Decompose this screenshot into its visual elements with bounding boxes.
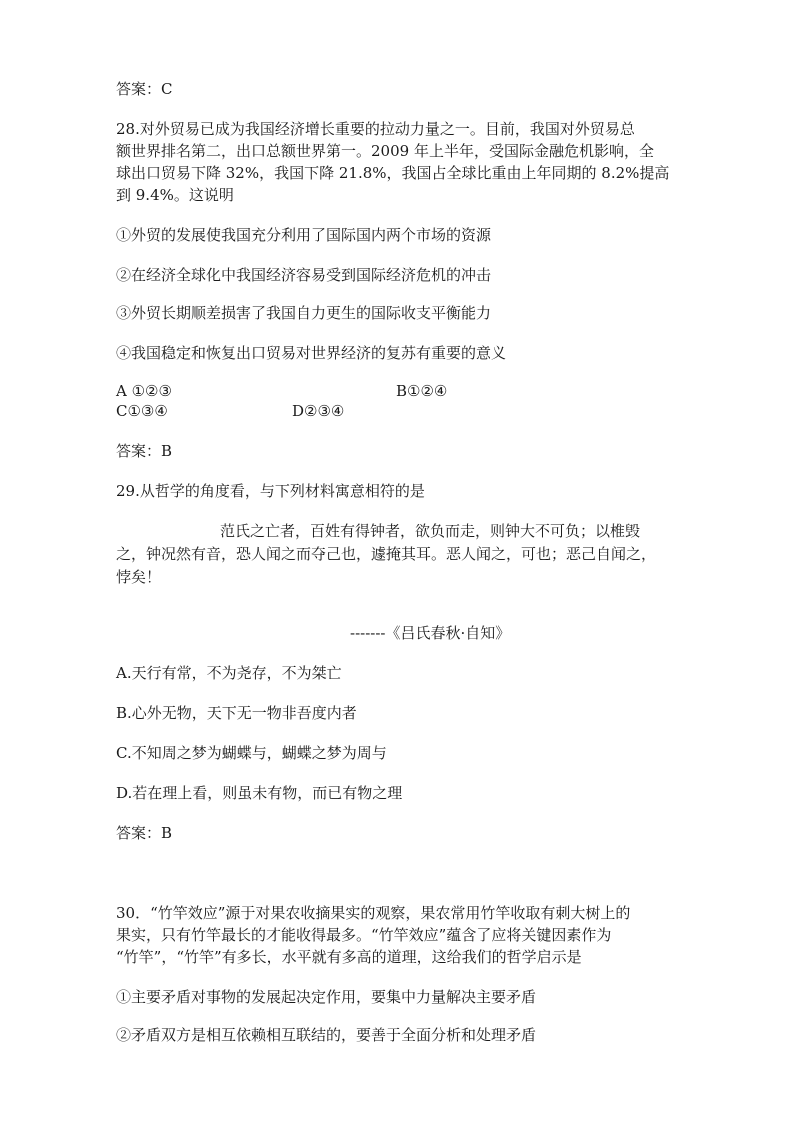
q29-stem: 29.从哲学的角度看，与下列材料寓意相符的是 (116, 482, 425, 500)
q29-source: -------《吕氏春秋·自知》 (350, 624, 511, 642)
q30-stem-line: “竹竿”，“竹竿”有多长，水平就有多高的道理，这给我们的哲学启示是 (116, 948, 582, 966)
q28-item: ①外贸的发展使我国充分利用了国际国内两个市场的资源 (116, 226, 492, 244)
q30-item: ①主要矛盾对事物的发展起决定作用，要集中力量解决主要矛盾 (116, 988, 537, 1006)
q29-option-d: D.若在理上看，则虽未有物，而已有物之理 (116, 784, 403, 802)
q30-stem-line: 30．“竹竿效应”源于对果农收摘果实的观察，果农常用竹竿收取有刺大树上的 (116, 904, 631, 922)
q29-quote-line: 之，钟况然有音，恐人闻之而夺己也，遽掩其耳。恶人闻之，可也；恶己自闻之， (116, 545, 657, 563)
q29-option-c: C.不知周之梦为蝴蝶与，蝴蝶之梦为周与 (116, 744, 387, 762)
answer-28: 答案：B (116, 442, 173, 460)
q28-stem-line: 额世界排名第二，出口总额世界第一。2009 年上半年，受国际金融危机影响，全 (116, 142, 654, 160)
q30-item: ②矛盾双方是相互依赖相互联结的，要善于全面分析和处理矛盾 (116, 1026, 537, 1044)
q29-quote-line: 悖矣！ (116, 568, 162, 586)
q29-option-a: A.天行有常，不为尧存，不为桀亡 (116, 664, 342, 682)
q29-option-b: B.心外无物，天下无一物非吾度内者 (116, 704, 357, 722)
q28-option-d: D②③④ (292, 402, 345, 420)
q28-option-c: C①③④ (116, 402, 168, 420)
q28-stem-line: 到 9.4%。这说明 (116, 186, 234, 204)
answer-27: 答案：C (116, 80, 173, 98)
q28-stem-line: 球出口贸易下降 32%，我国下降 21.8%，我国占全球比重由上年同期的 8.2%提高 (116, 164, 670, 182)
q28-option-b: B①②④ (396, 382, 448, 400)
q28-item: ④我国稳定和恢复出口贸易对世界经济的复苏有重要的意义 (116, 344, 507, 362)
q30-stem-line: 果实，只有竹竿最长的才能收得最多。“竹竿效应”蕴含了应将关键因素作为 (116, 926, 612, 944)
answer-29: 答案：B (116, 824, 173, 842)
q29-quote-line: 范氏之亡者，百姓有得钟者，欲负而走，则钟大不可负；以椎毁 (220, 522, 641, 540)
q28-stem-line: 28.对外贸易已成为我国经济增长重要的拉动力量之一。目前，我国对外贸易总 (116, 120, 635, 138)
q28-item: ②在经济全球化中我国经济容易受到国际经济危机的冲击 (116, 266, 492, 284)
q28-option-a: A ①②③ (116, 382, 172, 400)
q28-item: ③外贸长期顺差损害了我国自力更生的国际收支平衡能力 (116, 304, 492, 322)
